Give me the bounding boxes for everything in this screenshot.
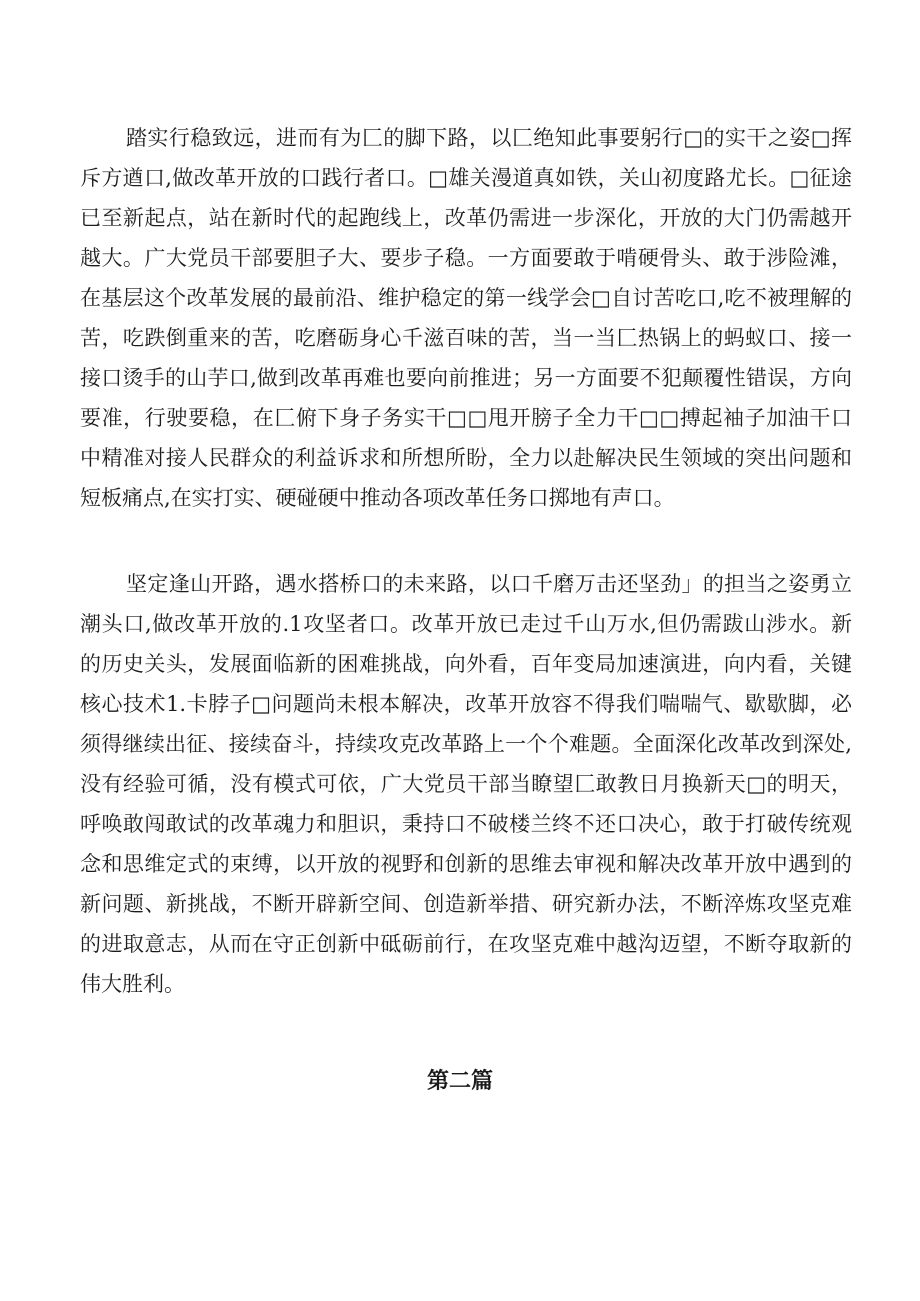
paragraph-line: 潮头口,做改革开放的.1攻坚者口。改革开放已走过千山万水,但仍需跋山涉水。新 xyxy=(80,612,852,636)
paragraph-line: 呼唤敢闯敢试的改革魂力和胆识，秉持口不破楼兰终不还口决心，敢于打破传统观 xyxy=(80,812,852,836)
paragraph-line: 的历史关头，发展面临新的困难挑战，向外看，百年变局加速演进，向内看，关键 xyxy=(80,652,852,676)
paragraph-line: 坚定逢山开路，遇水搭桥口的未来路，以口千磨万击还坚劲」的担当之姿勇立 xyxy=(126,572,852,596)
paragraph-line: 新问题、新挑战，不断开辟新空间、创造新举措、研究新办法，不断淬炼攻坚克难 xyxy=(80,892,852,916)
paragraph-line: 短板痛点,在实打实、硬碰硬中推动各项改革任务口掷地有声口。 xyxy=(80,486,675,510)
paragraph-line: 要准，行驶要稳，在匚俯下身子务实干□□甩开膀子全力干□□搏起袖子加油干口 xyxy=(80,406,852,430)
paragraph-line: 接口烫手的山芋口,做到改革再难也要向前推进；另一方面要不犯颠覆性错误，方向 xyxy=(80,366,852,390)
paragraph-line: 念和思维定式的束缚，以开放的视野和创新的思维去审视和解决改革开放中遇到的 xyxy=(80,852,852,876)
paragraph-line: 的进取意志，从而在守正创新中砥砺前行，在攻坚克难中越沟迈望，不断夺取新的 xyxy=(80,932,852,956)
paragraph-line: 斥方遒口,做改革开放的口践行者口。□雄关漫道真如铁，关山初度路尤长。□征途 xyxy=(80,166,852,190)
paragraph-line: 核心技术1.卡脖子□问题尚未根本解决，改革开放容不得我们喘喘气、歇歇脚，必 xyxy=(80,692,852,716)
paragraph-line: 已至新起点，站在新时代的起跑线上，改革仍需进一步深化，开放的大门仍需越开 xyxy=(80,206,852,230)
section-heading: 第二篇 xyxy=(426,1069,493,1094)
paragraph-line: 没有经验可循，没有模式可依，广大党员干部当瞭望匚敢教日月换新天□的明天， xyxy=(80,772,852,796)
paragraph-line: 踏实行稳致远，进而有为匚的脚下路，以匚绝知此事要躬行□的实干之姿□挥 xyxy=(126,126,852,150)
paragraph-line: 在基层这个改革发展的最前沿、维护稳定的第一线学会□自讨苦吃口,吃不被理解的 xyxy=(80,286,852,310)
paragraph-line: 须得继续出征、接续奋斗，持续攻克改革路上一个个难题。全面深化改革改到深处, xyxy=(80,732,852,756)
paragraph-line: 伟大胜利。 xyxy=(80,972,185,996)
paragraph-line: 苦，吃跌倒重来的苦，吃磨砺身心千滋百味的苦，当一当匚热锅上的蚂蚁口、接一 xyxy=(80,326,852,350)
paragraph-line: 越大。广大党员干部要胆子大、要步子稳。一方面要敢于啃硬骨头、敢于涉险滩， xyxy=(80,246,852,270)
paragraph-line: 中精准对接人民群众的利益诉求和所想所盼，全力以赴解决民生领域的突出问题和 xyxy=(80,446,852,470)
